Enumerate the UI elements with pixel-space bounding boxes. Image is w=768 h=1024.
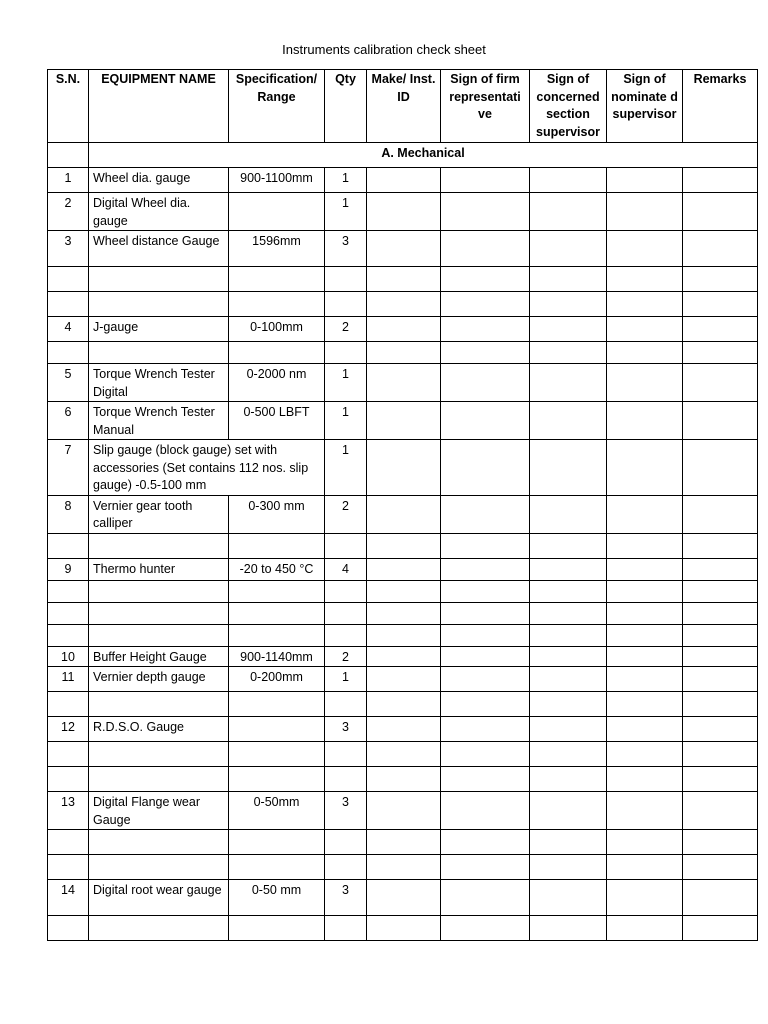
remarks-cell [683, 855, 758, 880]
equipment-name-cell [89, 830, 229, 855]
remarks-cell [683, 533, 758, 558]
equipment-name-cell [89, 916, 229, 941]
equipment-name-cell [89, 624, 229, 646]
header-sign-section-supervisor: Sign of concerned section supervisor [530, 70, 607, 143]
make-inst-id-cell [367, 364, 441, 402]
sign-firm-cell [441, 602, 530, 624]
specification-cell [229, 533, 325, 558]
qty-cell [325, 580, 367, 602]
header-make-inst-id: Make/ Inst. ID [367, 70, 441, 143]
remarks-cell [683, 880, 758, 916]
qty-cell: 1 [325, 667, 367, 692]
sign-nominated-supervisor-cell [607, 742, 683, 767]
section-sn-cell [48, 143, 89, 168]
sign-nominated-supervisor-cell [607, 558, 683, 580]
table-row [48, 667, 758, 692]
qty-cell: 1 [325, 402, 367, 440]
sign-firm-cell [441, 742, 530, 767]
sn-cell: 12 [48, 717, 89, 742]
sn-cell [48, 580, 89, 602]
specification-cell [229, 855, 325, 880]
sign-section-supervisor-cell [530, 364, 607, 402]
qty-cell: 2 [325, 646, 367, 667]
sign-firm-cell [441, 580, 530, 602]
table-row [48, 880, 758, 916]
header-sign-nominated-supervisor: Sign of nominate d supervisor [607, 70, 683, 143]
qty-cell: 3 [325, 880, 367, 916]
sign-section-supervisor-cell [530, 792, 607, 830]
sign-firm-cell [441, 292, 530, 317]
sn-cell: 10 [48, 646, 89, 667]
make-inst-id-cell [367, 855, 441, 880]
qty-cell: 3 [325, 717, 367, 742]
remarks-cell [683, 342, 758, 364]
table-row [48, 767, 758, 792]
table-row [48, 624, 758, 646]
make-inst-id-cell [367, 692, 441, 717]
sn-cell [48, 742, 89, 767]
specification-cell: 900-1140mm [229, 646, 325, 667]
specification-cell [229, 692, 325, 717]
equipment-name-cell: Thermo hunter [89, 558, 229, 580]
sign-section-supervisor-cell [530, 624, 607, 646]
equipment-name-cell [89, 742, 229, 767]
remarks-cell [683, 292, 758, 317]
remarks-cell [683, 267, 758, 292]
header-sign-firm: Sign of firm representati ve [441, 70, 530, 143]
sign-firm-cell [441, 558, 530, 580]
sign-section-supervisor-cell [530, 342, 607, 364]
sign-nominated-supervisor-cell [607, 667, 683, 692]
make-inst-id-cell [367, 880, 441, 916]
sign-firm-cell [441, 402, 530, 440]
sign-firm-cell [441, 168, 530, 193]
sign-firm-cell [441, 317, 530, 342]
table-row [48, 402, 758, 440]
sign-firm-cell [441, 830, 530, 855]
sign-nominated-supervisor-cell [607, 342, 683, 364]
table-row [48, 855, 758, 880]
sign-nominated-supervisor-cell [607, 402, 683, 440]
make-inst-id-cell [367, 440, 441, 496]
sign-nominated-supervisor-cell [607, 717, 683, 742]
sign-nominated-supervisor-cell [607, 602, 683, 624]
sign-section-supervisor-cell [530, 767, 607, 792]
specification-cell: 0-300 mm [229, 495, 325, 533]
make-inst-id-cell [367, 742, 441, 767]
sign-nominated-supervisor-cell [607, 692, 683, 717]
specification-cell: 0-500 LBFT [229, 402, 325, 440]
make-inst-id-cell [367, 916, 441, 941]
table-row [48, 692, 758, 717]
remarks-cell [683, 717, 758, 742]
make-inst-id-cell [367, 792, 441, 830]
sign-nominated-supervisor-cell [607, 646, 683, 667]
sn-cell [48, 292, 89, 317]
equipment-name-cell: Wheel dia. gauge [89, 168, 229, 193]
sign-section-supervisor-cell [530, 742, 607, 767]
sign-section-supervisor-cell [530, 580, 607, 602]
specification-cell: 0-50mm [229, 792, 325, 830]
sign-firm-cell [441, 342, 530, 364]
sign-section-supervisor-cell [530, 495, 607, 533]
sn-cell [48, 692, 89, 717]
equipment-name-cell [89, 767, 229, 792]
table-row [48, 495, 758, 533]
qty-cell [325, 742, 367, 767]
make-inst-id-cell [367, 624, 441, 646]
sign-section-supervisor-cell [530, 717, 607, 742]
qty-cell: 1 [325, 193, 367, 231]
remarks-cell [683, 602, 758, 624]
table-row [48, 717, 758, 742]
equipment-name-cell: J-gauge [89, 317, 229, 342]
sign-firm-cell [441, 364, 530, 402]
specification-cell: 0-100mm [229, 317, 325, 342]
make-inst-id-cell [367, 580, 441, 602]
remarks-cell [683, 667, 758, 692]
sign-nominated-supervisor-cell [607, 292, 683, 317]
sn-cell [48, 624, 89, 646]
qty-cell [325, 602, 367, 624]
specification-cell [229, 580, 325, 602]
table-row [48, 231, 758, 267]
remarks-cell [683, 692, 758, 717]
header-specification: Specification/ Range [229, 70, 325, 143]
sign-nominated-supervisor-cell [607, 267, 683, 292]
sign-nominated-supervisor-cell [607, 440, 683, 496]
header-qty: Qty [325, 70, 367, 143]
sign-firm-cell [441, 667, 530, 692]
table-row [48, 193, 758, 231]
sn-cell [48, 602, 89, 624]
specification-cell: -20 to 450 °C [229, 558, 325, 580]
equipment-name-cell [89, 342, 229, 364]
table-row [48, 533, 758, 558]
qty-cell: 3 [325, 792, 367, 830]
make-inst-id-cell [367, 402, 441, 440]
header-remarks: Remarks [683, 70, 758, 143]
table-row [48, 440, 758, 496]
specification-cell [229, 267, 325, 292]
specification-cell: 1596mm [229, 231, 325, 267]
qty-cell: 4 [325, 558, 367, 580]
make-inst-id-cell [367, 292, 441, 317]
qty-cell: 2 [325, 495, 367, 533]
sign-section-supervisor-cell [530, 168, 607, 193]
equipment-name-cell: Digital Wheel dia. gauge [89, 193, 229, 231]
sign-section-supervisor-cell [530, 533, 607, 558]
table-row [48, 830, 758, 855]
sign-firm-cell [441, 880, 530, 916]
sign-nominated-supervisor-cell [607, 855, 683, 880]
make-inst-id-cell [367, 342, 441, 364]
remarks-cell [683, 646, 758, 667]
sn-cell: 5 [48, 364, 89, 402]
sn-cell [48, 342, 89, 364]
specification-cell: 0-50 mm [229, 880, 325, 916]
section-row [48, 143, 758, 168]
qty-cell: 1 [325, 440, 367, 496]
table-row [48, 742, 758, 767]
table-row [48, 292, 758, 317]
sign-firm-cell [441, 916, 530, 941]
specification-cell [229, 830, 325, 855]
document-title: Instruments calibration check sheet [282, 42, 486, 57]
remarks-cell [683, 440, 758, 496]
make-inst-id-cell [367, 602, 441, 624]
specification-cell [229, 742, 325, 767]
sign-section-supervisor-cell [530, 402, 607, 440]
remarks-cell [683, 916, 758, 941]
make-inst-id-cell [367, 667, 441, 692]
equipment-name-cell [89, 692, 229, 717]
sn-cell: 2 [48, 193, 89, 231]
specification-cell [229, 717, 325, 742]
sign-nominated-supervisor-cell [607, 495, 683, 533]
equipment-name-cell: Digital root wear gauge [89, 880, 229, 916]
equipment-name-cell [89, 855, 229, 880]
qty-cell: 3 [325, 231, 367, 267]
sign-section-supervisor-cell [530, 602, 607, 624]
sign-nominated-supervisor-cell [607, 830, 683, 855]
sign-nominated-supervisor-cell [607, 231, 683, 267]
sn-cell: 11 [48, 667, 89, 692]
sn-cell: 9 [48, 558, 89, 580]
qty-cell: 2 [325, 317, 367, 342]
sn-cell: 3 [48, 231, 89, 267]
make-inst-id-cell [367, 767, 441, 792]
sign-firm-cell [441, 231, 530, 267]
sn-cell: 4 [48, 317, 89, 342]
table-row [48, 342, 758, 364]
table-row [48, 602, 758, 624]
remarks-cell [683, 624, 758, 646]
remarks-cell [683, 495, 758, 533]
sign-nominated-supervisor-cell [607, 533, 683, 558]
sign-nominated-supervisor-cell [607, 916, 683, 941]
qty-cell: 1 [325, 364, 367, 402]
sign-section-supervisor-cell [530, 317, 607, 342]
calibration-table [47, 69, 758, 941]
remarks-cell [683, 792, 758, 830]
sign-firm-cell [441, 193, 530, 231]
sn-cell: 7 [48, 440, 89, 496]
qty-cell [325, 692, 367, 717]
qty-cell [325, 342, 367, 364]
table-row [48, 916, 758, 941]
sign-section-supervisor-cell [530, 916, 607, 941]
sn-cell: 6 [48, 402, 89, 440]
table-row [48, 267, 758, 292]
table-row [48, 317, 758, 342]
remarks-cell [683, 364, 758, 402]
make-inst-id-cell [367, 830, 441, 855]
sign-section-supervisor-cell [530, 692, 607, 717]
make-inst-id-cell [367, 533, 441, 558]
table-row [48, 364, 758, 402]
equipment-name-cell [89, 533, 229, 558]
equipment-name-cell [89, 580, 229, 602]
make-inst-id-cell [367, 717, 441, 742]
specification-cell: 0-200mm [229, 667, 325, 692]
sign-nominated-supervisor-cell [607, 767, 683, 792]
sn-cell [48, 533, 89, 558]
specification-cell [229, 342, 325, 364]
specification-cell [229, 624, 325, 646]
remarks-cell [683, 193, 758, 231]
table-row [48, 646, 758, 667]
qty-cell [325, 767, 367, 792]
table-row [48, 558, 758, 580]
sn-cell [48, 267, 89, 292]
sn-cell: 13 [48, 792, 89, 830]
specification-cell [229, 767, 325, 792]
equipment-name-cell [89, 602, 229, 624]
sign-section-supervisor-cell [530, 667, 607, 692]
sign-section-supervisor-cell [530, 231, 607, 267]
qty-cell: 1 [325, 168, 367, 193]
remarks-cell [683, 231, 758, 267]
remarks-cell [683, 767, 758, 792]
make-inst-id-cell [367, 495, 441, 533]
specification-cell [229, 602, 325, 624]
sign-nominated-supervisor-cell [607, 792, 683, 830]
table-row [48, 792, 758, 830]
sign-section-supervisor-cell [530, 558, 607, 580]
equipment-name-cell: R.D.S.O. Gauge [89, 717, 229, 742]
sign-nominated-supervisor-cell [607, 193, 683, 231]
sign-section-supervisor-cell [530, 880, 607, 916]
qty-cell [325, 292, 367, 317]
make-inst-id-cell [367, 317, 441, 342]
sign-nominated-supervisor-cell [607, 580, 683, 602]
sn-cell: 14 [48, 880, 89, 916]
make-inst-id-cell [367, 558, 441, 580]
remarks-cell [683, 830, 758, 855]
sign-firm-cell [441, 855, 530, 880]
make-inst-id-cell [367, 168, 441, 193]
remarks-cell [683, 742, 758, 767]
specification-cell [229, 916, 325, 941]
equipment-name-cell [89, 292, 229, 317]
specification-cell: 900-1100mm [229, 168, 325, 193]
equipment-name-cell: Vernier depth gauge [89, 667, 229, 692]
sign-firm-cell [441, 624, 530, 646]
sn-cell: 1 [48, 168, 89, 193]
specification-cell: 0-2000 nm [229, 364, 325, 402]
header-sn: S.N. [48, 70, 89, 143]
sign-firm-cell [441, 533, 530, 558]
qty-cell [325, 267, 367, 292]
sign-nominated-supervisor-cell [607, 364, 683, 402]
sign-firm-cell [441, 767, 530, 792]
equipment-name-cell [89, 267, 229, 292]
sign-nominated-supervisor-cell [607, 880, 683, 916]
qty-cell [325, 533, 367, 558]
section-label: A. Mechanical [89, 143, 758, 168]
table-row [48, 168, 758, 193]
make-inst-id-cell [367, 646, 441, 667]
sign-section-supervisor-cell [530, 292, 607, 317]
remarks-cell [683, 317, 758, 342]
sign-section-supervisor-cell [530, 830, 607, 855]
qty-cell [325, 624, 367, 646]
table-row [48, 580, 758, 602]
sign-nominated-supervisor-cell [607, 317, 683, 342]
equipment-name-cell: Torque Wrench Tester Digital [89, 364, 229, 402]
equipment-name-cell: Buffer Height Gauge [89, 646, 229, 667]
qty-cell [325, 916, 367, 941]
header-row [48, 70, 758, 143]
remarks-cell [683, 580, 758, 602]
make-inst-id-cell [367, 231, 441, 267]
sign-nominated-supervisor-cell [607, 168, 683, 193]
equipment-name-cell: Torque Wrench Tester Manual [89, 402, 229, 440]
header-equipment-name: EQUIPMENT NAME [89, 70, 229, 143]
sn-cell [48, 830, 89, 855]
sign-firm-cell [441, 267, 530, 292]
sign-nominated-supervisor-cell [607, 624, 683, 646]
equipment-name-cell: Digital Flange wear Gauge [89, 792, 229, 830]
make-inst-id-cell [367, 193, 441, 231]
specification-cell [229, 193, 325, 231]
sn-cell [48, 916, 89, 941]
remarks-cell [683, 402, 758, 440]
sign-firm-cell [441, 792, 530, 830]
sn-cell [48, 855, 89, 880]
remarks-cell [683, 168, 758, 193]
specification-cell [229, 292, 325, 317]
sign-section-supervisor-cell [530, 440, 607, 496]
equipment-name-cell: Slip gauge (block gauge) set with accessories (Set contains 112 nos. slip gauge) -0.5-100 mm [89, 440, 325, 496]
sign-section-supervisor-cell [530, 855, 607, 880]
sign-firm-cell [441, 646, 530, 667]
sign-section-supervisor-cell [530, 193, 607, 231]
sign-section-supervisor-cell [530, 267, 607, 292]
sign-section-supervisor-cell [530, 646, 607, 667]
equipment-name-cell: Vernier gear tooth calliper [89, 495, 229, 533]
sign-firm-cell [441, 692, 530, 717]
make-inst-id-cell [367, 267, 441, 292]
sign-firm-cell [441, 440, 530, 496]
remarks-cell [683, 558, 758, 580]
sn-cell: 8 [48, 495, 89, 533]
sn-cell [48, 767, 89, 792]
qty-cell [325, 855, 367, 880]
qty-cell [325, 830, 367, 855]
sign-firm-cell [441, 495, 530, 533]
equipment-name-cell: Wheel distance Gauge [89, 231, 229, 267]
sign-firm-cell [441, 717, 530, 742]
